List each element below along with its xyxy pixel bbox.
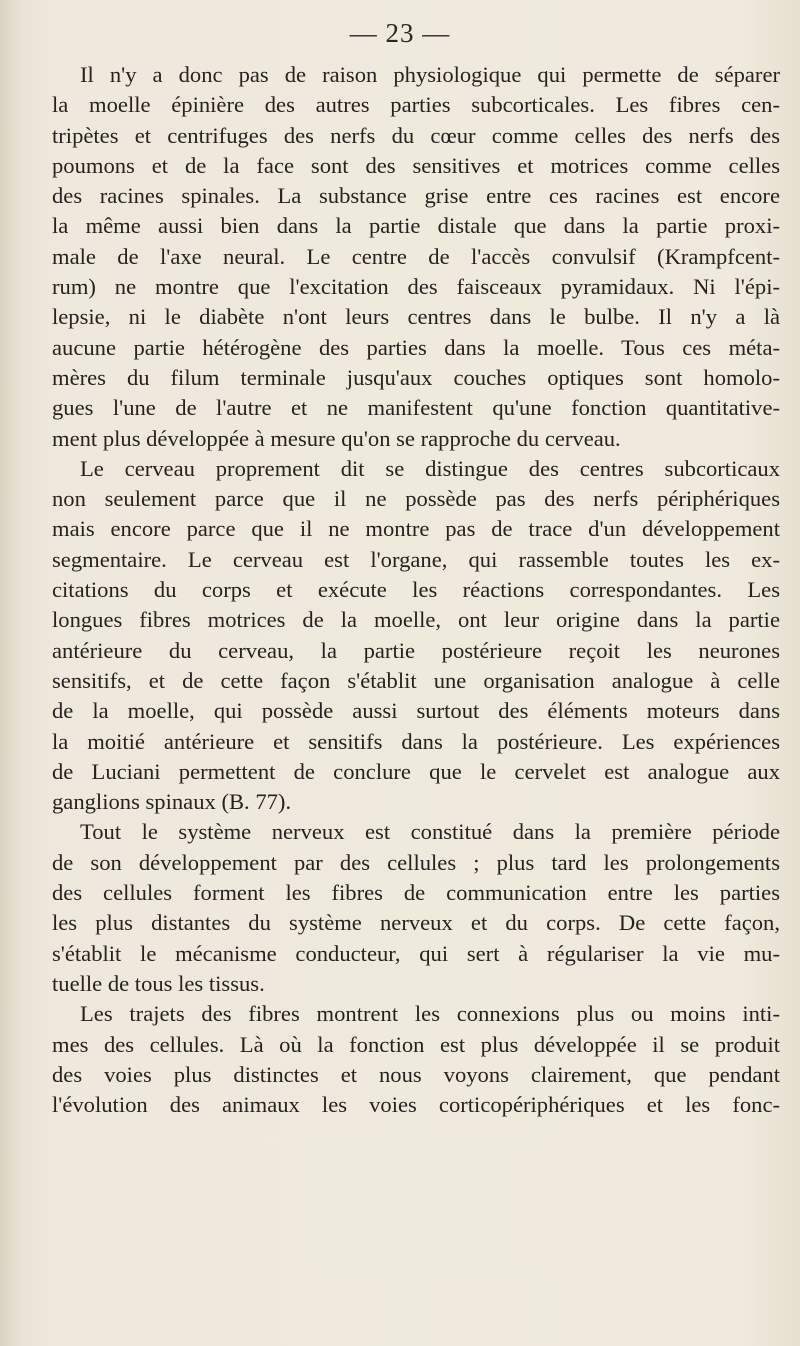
text-line: male de l'axe neural. Le centre de l'accès convulsif (Krampfcent- [52,243,780,269]
text-line: Le cerveau proprement dit se distingue des centres subcorticaux [80,455,780,481]
text-line: rum) ne montre que l'excitation des faisceaux pyramidaux. Ni l'épi- [52,274,780,300]
text-line: Il n'y a donc pas de raison physiologique qui permette de séparer [80,62,780,87]
text-line: tripètes et centrifuges des nerfs du cœur comme celles des nerfs des [52,122,780,148]
text-line: la moelle épinière des autres parties subcorticales. Les fibres cen- [52,92,780,118]
text-line: Tout le système nerveux est constitué dans la première période [80,819,780,845]
text-line: Les trajets des fibres montrent les connexions plus ou moins inti- [80,1001,780,1027]
text-line: antérieure du cerveau, la partie postérieure reçoit les neurones [52,637,780,663]
text-line: de son développement par des cellules ; plus tard les prolongements [52,849,780,875]
body-text [52,60,780,1120]
text-line: de la moelle, qui possède aussi surtout des éléments moteurs dans [52,698,780,724]
text-line: tuelle de tous les tissus. [52,970,265,996]
text-line: des cellules forment les fibres de communication entre les parties [52,880,780,906]
text-line: citations du corps et exécute les réactions correspondantes. Les [52,577,780,603]
text-line: aucune partie hétérogène des parties dans la moelle. Tous ces méta- [52,334,780,360]
text-line: poumons et de la face sont des sensitives et motrices comme celles [52,152,780,178]
text-line: gues l'une de l'autre et ne manifestent qu'une fonction quantitative- [52,395,780,421]
text-line: la même aussi bien dans la partie distale que dans la partie proxi- [52,213,780,239]
text-line: la moitié antérieure et sensitifs dans la postérieure. Les expériences [52,728,780,754]
text-line: de Luciani permettent de conclure que le cervelet est analogue aux [52,758,780,784]
text-line: mais encore parce que il ne montre pas de trace d'un développement [52,516,780,542]
text-line: ment plus développée à mesure qu'on se rapproche du cerveau. [52,425,621,451]
text-line: longues fibres motrices de la moelle, ont leur origine dans la partie [52,607,780,633]
text-line: s'établit le mécanisme conducteur, qui sert à régulariser la vie mu- [52,940,780,966]
text-line: lepsie, ni le diabète n'ont leurs centres dans le bulbe. Il n'y a là [52,304,780,330]
text-line: ganglions spinaux (B. 77). [52,789,292,815]
text-line: les plus distantes du système nerveux et du corps. De cette façon, [52,910,780,936]
text-line: sensitifs, et de cette façon s'établit une organisation analogue à celle [52,667,780,693]
text-line: segmentaire. Le cerveau est l'organe, qui rassemble toutes les ex- [52,546,780,572]
text-line: des voies plus distinctes et nous voyons clairement, que pendant [52,1061,780,1087]
text-line: mes des cellules. Là où la fonction est plus développée il se produit [52,1031,780,1057]
text-line: mères du filum terminale jusqu'aux couches optiques sont homolo- [52,364,780,390]
text-line: des racines spinales. La substance grise entre ces racines est encore [52,183,780,209]
page-number: — 23 — [349,18,451,48]
text-line: l'évolution des animaux les voies corticopériphériques et les fonc- [52,1092,780,1118]
text-line: non seulement parce que il ne possède pas des nerfs périphériques [52,486,780,512]
